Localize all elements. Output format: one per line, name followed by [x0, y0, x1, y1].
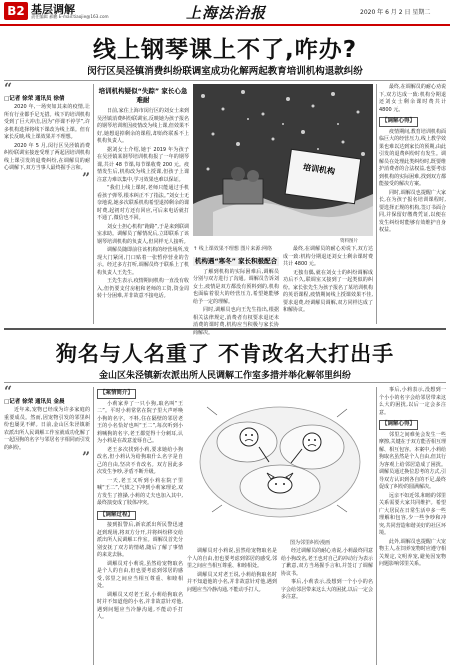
story2-top-rule — [4, 382, 446, 383]
story2-under-illustration-left — [187, 548, 277, 665]
section-editor-line: 责任编辑 郝鹏 E-mail:tiaojie@163.com — [31, 14, 109, 19]
story2-cartoon-illustration — [187, 387, 373, 537]
story1-right-paragraph: 同时,调解员也向王先生指出,根据相关法律规定,消费者有权要求退还未消费的课时费,机构应当积极与家长协商解决。 — [193, 307, 279, 336]
newspaper-logo: 上海法治报 — [186, 4, 267, 22]
story2-process-tag: 【调解过程】 — [97, 511, 136, 521]
story1-top-rule — [4, 80, 446, 81]
story2-case-tag: 【案情简介】 — [97, 389, 136, 399]
story1-under-photo-right — [283, 246, 373, 324]
story2-illustration-caption: 图为邻里纠纷漫画 — [290, 540, 331, 546]
story1-middle-paragraph: 王先生表示,疫情期间机构一直没有收入,但仍要支付房租和老师的工资,资金周转十分困难,并非故意不接电话。 — [97, 278, 189, 299]
story1-headline: 线上钢琴课上不了,咋办? — [92, 37, 358, 63]
story1-right-column — [379, 84, 446, 324]
story2-under-illustration-right — [281, 548, 373, 665]
quote-mark-icon: “ — [4, 81, 13, 97]
story1-section2-head: 机构遇“寒冬” 家长积极配合 — [194, 256, 278, 265]
story1-middle-column — [97, 84, 189, 324]
story2-process-paragraph: 调解员对小莉说,虽然给宠物取名是个人的自由,但也要考虑到邻居的感受,邻里之间应当相互尊重、和睦相处。 — [97, 560, 183, 589]
column-divider — [376, 84, 377, 324]
story2-headline: 狗名与人名重了 不肯改名大打出手 — [55, 342, 395, 366]
story1-byline: □记者 徐荣 通讯员 徐倩 — [4, 96, 65, 102]
story2-right-paragraph: 事后,小莉表示,没想到一个小小的名字会给邻居带来这么大的困扰,以后一定会多注意。 — [379, 387, 446, 416]
photo-sign-text: 培训机构 — [302, 162, 336, 177]
story2-process-paragraph: 调解员又对老王说,小莉给狗取名时并不知道他的小名,并非故意针对他,遇到问题应当冷静沟通,不能动手打人。 — [97, 591, 183, 620]
story2-comment-tag: 【调解心得】 — [379, 420, 418, 430]
story1-middle-paragraph: “我们上线上课时,老师只能通过手机看孩子弹琴,根本纠正不了指法。”刘女士无奈地说,她多次联系机构希望退掉剩余的课时费,起初对方还有回应,可后来电话就打不通了,微信也不回。 — [97, 185, 189, 221]
quote-close-icon: ” — [81, 170, 90, 187]
story2-byline: □记者 徐荣 通讯员 金晨 — [4, 399, 65, 405]
story1-photo-caption: ↑ 线上课效果不理想 图片来源:网络 — [193, 246, 273, 252]
quote-close-icon: ” — [81, 450, 90, 466]
story1-right-paragraph: 了解到机构的实际困难后,调解员分别与双方进行了沟通。调解员告诉刘女士,疫情是双方都没有预料到的,机构也面临着很大的经营压力,希望她能够给予一定的理解。 — [193, 268, 279, 305]
story-separator — [4, 328, 446, 330]
story1-comment-tag: 【调解心得】 — [379, 117, 418, 127]
story2-right-column — [379, 387, 446, 665]
section-name: 基层调解 — [31, 3, 75, 16]
column-divider — [376, 387, 377, 665]
story2-case-paragraph: 一天,老王又听到小莉在院子里喊“王二”,气愤之下冲到小莉家理论,双方发生了推搡,小莉的丈夫也加入其中,最终演变成了肢体冲突。 — [97, 477, 183, 506]
story1-left-column — [4, 81, 90, 324]
story2-middle-column — [97, 387, 183, 665]
story1-right-paragraph: 最终,在调解员的耐心劝说下,双方达成一致:机构分期退还刘女士剩余课时费共计 4800 元。 — [283, 246, 373, 267]
story1-photo-illustration — [193, 84, 373, 236]
story1-middle-paragraph: 日前,家住上海市闵行区的刘女士来到吴泾镇消费纠纷联调室,反映她为孩子报名的钢琴培训班因疫情改为线上课,但效果不好,她想退掉剩余的课程,却始终联系不上机构负责人。 — [97, 108, 189, 144]
page-number-badge: B2 — [4, 2, 28, 20]
story2-comment-paragraph: 此外,调解员也提醒广大宠物主人,在饲养宠物时应遵守相关规定,文明养宠,避免因宠物问题影响邻里关系。 — [379, 538, 446, 567]
story2-case-paragraph: 老王多次找到小莉,要求她给小狗改名,但小莉认为给狗取什么名字是自己的自由,坚决不肯改名。双方因此多次发生争吵,矛盾不断升级。 — [97, 446, 183, 475]
column-divider — [93, 84, 94, 324]
story1-middle-paragraph: 刘女士担心机构“跑路”,于是来到联调室求助。调解员了解情况后,立即联系了该钢琴培训机构的负责人,但同样无人接听。 — [97, 223, 189, 245]
masthead — [0, 0, 450, 26]
story2-subhead: 金山区朱泾镇新农派出所人民调解工作室多措并举化解邻里纠纷 — [98, 371, 351, 381]
story1-left-paragraph: 2020 年,一场突如其来的疫情,让所有行业都手足无措。线下的培训机构受到了巨大冲击,因为“停课不停学”,许多机构选择将线下课改为线上课。但有家长反映,线上课效果并不理想。 — [4, 104, 90, 140]
story1-middle-paragraph: 调解员随即前往该机构的经营场所,发现大门紧闭,门口贴着一张暂停营业的告示。经过多方打听,调解员终于联系上了机构负责人王先生。 — [97, 247, 189, 276]
story1-left-paragraph: 2020 年 5 月,闵行区吴泾镇消费纠纷联调室接连受理了两起因培训机构线上课引发的退费纠纷,在调解员的耐心调解下,双方当事人最终握手言和。 — [4, 142, 90, 171]
story2-process-paragraph: 调解员又对老王说,小莉给狗取名时并不知道他的小名,并非故意针对他,遇到问题应当冷静沟通,不能动手打人。 — [187, 571, 277, 593]
story1-section1-head: 培训机构疑似“失踪” 家长心急难耐 — [98, 87, 188, 104]
issue-date: 2020 年 6 月 2 日 星期二 — [360, 9, 431, 16]
story1-photo-credit: 资料图片 — [340, 239, 358, 244]
story1-right-paragraph: 无独有偶,就在刘女士的纠纷调解成功后不久,联调室又接到了一起类似的纠纷。家长张先生为孩子报名了某培训机构的英语课程,疫情期间线上授课效果不佳,要求退费,经调解员调解,双方同样达成了和解协议。 — [283, 269, 374, 313]
story2-process-paragraph: 调解员对小莉说,虽然给宠物取名是个人的自由,但也要考虑到邻居的感受,邻里之间应当相互尊重、和睦相处。 — [187, 548, 277, 569]
story2-left-column — [4, 384, 90, 665]
quote-mark-icon: “ — [4, 384, 13, 400]
story2-left-paragraph: 近年来,宠物已经成为许多家庭的重要成员。然而,因宠物引发的邻里纠纷也屡见不鲜。日前,金山区朱泾镇新农派出所人民调解工作室就成功化解了一起因狗的名字与邻居名字相同而引发的纠纷。 — [4, 407, 90, 451]
story1-under-photo-left — [193, 246, 279, 336]
story2-comment-paragraph: 邻里之间难免会发生一些摩擦,关键在于双方能否相互理解、相互包容。本案中,小莉给狗取名虽然是个人自由,但其行为客观上给邻居造成了困扰。调解员通过换位思考的方式,引导双方认识到各自的不足,最终促成了纠纷的圆满解决。 — [379, 431, 446, 490]
story2-right-paragraph: 事后,小莉表示,没想到一个小小的名字会给邻居带来这么大的困扰,以后一定会多注意。 — [281, 579, 373, 600]
story1-comment-paragraph: 疫情期间,教育培训机构面临巨大的经营压力,线上教学效果也难以达到家长的预期,由此引发的退费纠纷时有发生。调解员在处理此类纠纷时,既要维护消费者的合法权益,也要考虑到机构的实际困难,找到双方都能接受的解决方案。 — [379, 128, 446, 187]
story1-right-paragraph: 最终,在调解员的耐心劝说下,双方达成一致:机构分期退还刘女士剩余课时费共计 4800 元。 — [379, 84, 446, 113]
story2-right-paragraph: 经过调解员的耐心劝说,小莉最终同意给小狗改名,老王也对自己的冲动行为表示了歉意,双方当场握手言和,并签订了调解协议书。 — [281, 548, 373, 577]
story1-subhead: 闵行区吴泾镇消费纠纷联调室成功化解两起教育培训机构退款纠纷 — [87, 66, 363, 77]
story1-comment-paragraph: 同时,调解员也提醒广大家长,在为孩子报名培训课程时,要选择正规的机构,签订书面合同,并保留好缴费凭证,以便在发生纠纷时能够有效维护自身权益。 — [379, 189, 446, 233]
story2-case-paragraph: 小莉家养了一只小狗,取名叫“王二”。平时小莉常常在院子里大声呼唤小狗的名字。不料,住在隔壁的邻居老王的小名恰好也叫“王二”,每次听到小莉喊狗的名字,老王都觉得十分刺耳,认为小莉是在故意羞辱自己。 — [97, 400, 183, 444]
story1-middle-paragraph: 据刘女士介绍,她于 2019 年为孩子在吴泾镇某钢琴培训机构报了一年的钢琴课,共计 48 节课,每节课收费 200 元。疫情发生后,机构改为线上授课,但孩子上课注意力难以集中,学习效果也难以保证。 — [97, 146, 189, 183]
story2-process-paragraph: 接到报警后,新农派出所民警迅速赶到现场,将双方分开,并将纠纷移交给派出所人民调解工作室。调解员首先分别安抚了双方的情绪,随后了解了事情的来龙去脉。 — [97, 522, 183, 558]
column-divider — [93, 387, 94, 665]
story2-comment-paragraph: 远亲不如近邻,和睦的邻里关系需要大家共同维护。希望广大居民在日常生活中多一些理解和包容,少一些争吵和冲突,共同营造和谐美好的社区环境。 — [379, 492, 446, 536]
